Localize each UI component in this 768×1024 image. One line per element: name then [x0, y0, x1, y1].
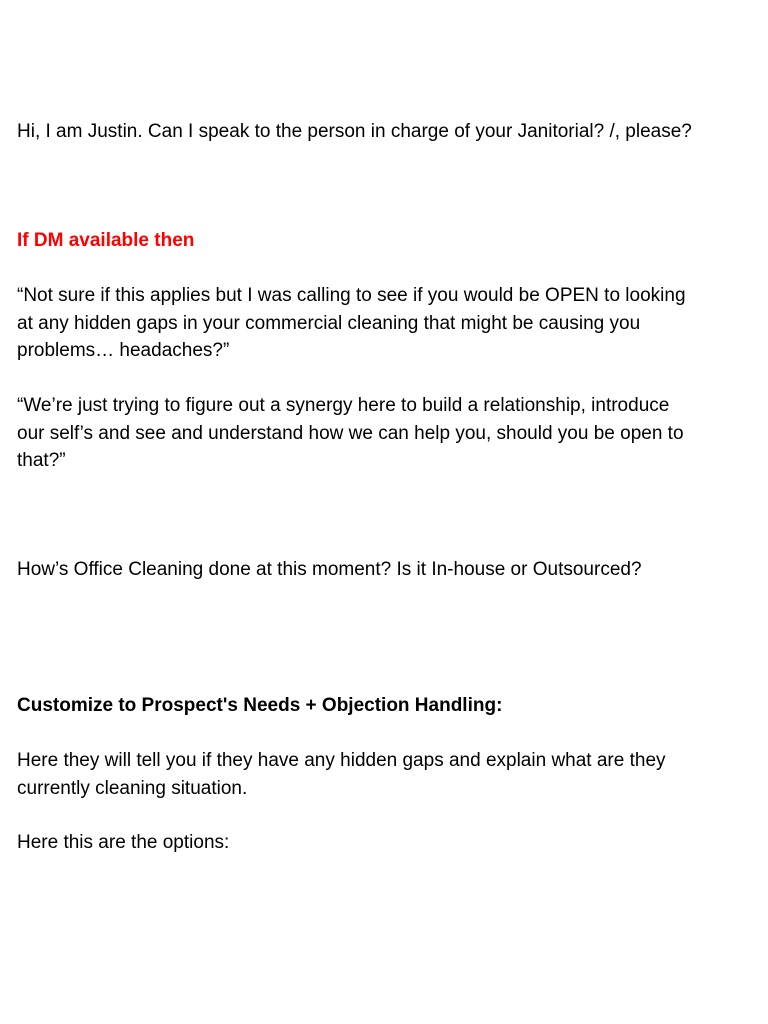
hidden-gaps-paragraph: Here they will tell you if they have any hidden gaps and explain what are they currently cleaning situation. [17, 750, 666, 799]
customize-heading: Customize to Prospect's Needs + Objection Handling: [17, 695, 503, 716]
dm-available-heading: If DM available then [17, 230, 195, 251]
open-question-paragraph: “Not sure if this applies but I was calling to see if you would be OPEN to looking at any hidden gaps in your commercial cleaning that might be causing you problems… headaches?” [17, 285, 686, 361]
synergy-paragraph: “We’re just trying to figure out a synergy here to build a relationship, introduce our self’s and see and understand how we can help you, should you be open to that?” [17, 395, 684, 471]
greeting-paragraph: Hi, I am Justin. Can I speak to the person in charge of your Janitorial? /, please? [17, 121, 692, 142]
office-cleaning-question: How’s Office Cleaning done at this moment? Is it In-house or Outsourced? [17, 559, 642, 580]
options-paragraph: Here this are the options: [17, 832, 230, 853]
